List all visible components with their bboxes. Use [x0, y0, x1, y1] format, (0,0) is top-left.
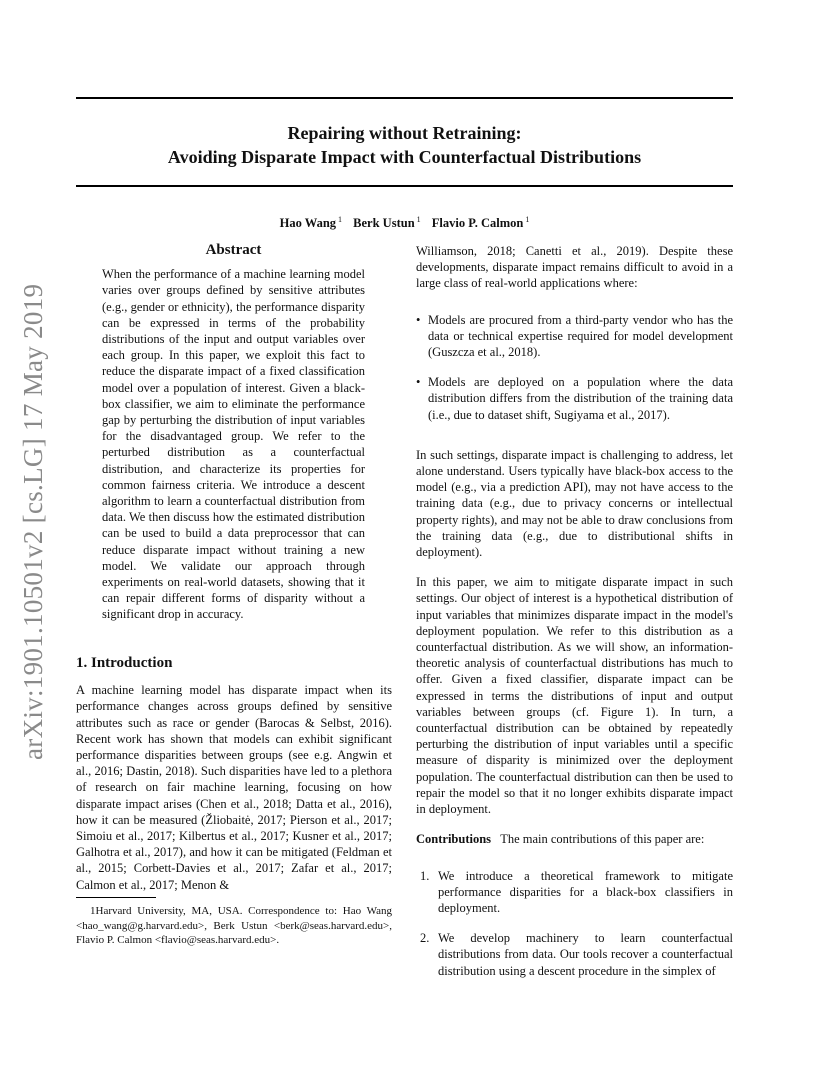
- contribution-item: [416, 930, 733, 979]
- abstract-heading: Abstract: [205, 242, 262, 258]
- introduction-heading: 1. Introduction: [76, 655, 173, 671]
- paper-title: [76, 121, 733, 169]
- contribution-text: We introduce a theoretical framework to mitigate performance disparities for a black-box classifiers in deployment.: [438, 868, 733, 915]
- contribution-item: [416, 868, 733, 917]
- contributions-label: Contributions: [416, 832, 492, 847]
- settings-paragraph: In such settings, disparate impact is challenging to address, let alone understand. Users typically have black-box access to the model (e.g., via a prediction API), may not have access to the training data (e.g., due to privacy concerns or intellectual property rights), and may not be able to draw conclusions from the training data (e.g., due to distributional shifts in deployment).: [416, 447, 733, 560]
- bullet-item: • Models are procured from a third-party vendor who has the data or technical expertise required for model development (Guszcza et al., 2018).: [416, 312, 733, 361]
- title-line-2: Avoiding Disparate Impact with Counterfactual Distributions: [167, 147, 642, 167]
- author-list: [76, 215, 733, 231]
- right-column: [416, 243, 733, 979]
- author: Berk Ustun $^1$: [353, 215, 421, 231]
- contributions-text: The main contributions of this paper are:: [500, 832, 705, 847]
- approach-paragraph: In this paper, we aim to mitigate disparate impact in such settings. Our object of interest is a hypothetical distribution of input variables that minimizes disparate impact in the model's deployment population. We refer to this distribution as a counterfactual distribution. As we will show, an information-theoretic analysis of counterfactual distributions has much to offer. Given a fixed classifier, disparate impact can be expressed in terms the distributions of input and output variables between groups (cf. Figure 1). In turn, a counterfactual distribution can be obtained by repeatedly perturbing the distribution of input variables until a specific measure of disparity is minimized over the deployment population. The counterfactual distribution can then be used to repair the model so that it no longer exhibits disparate impact in deployment.: [416, 575, 733, 817]
- title-line-1: Repairing without Retraining:: [287, 123, 522, 143]
- author: Flavio P. Calmon $^1$: [431, 215, 530, 231]
- arxiv-stamp: arXiv:1901.10501v2 [cs.LG] 17 May 2019: [18, 283, 48, 760]
- title-bottom-rule: [76, 185, 733, 187]
- abstract-block: [102, 242, 365, 623]
- contribution-text: We develop machinery to learn counterfactual distributions from data. Our tools recover a counterfactual distribution using a descent procedure in the simplex of: [438, 931, 733, 978]
- author: Hao Wang $^1$: [279, 215, 343, 231]
- introduction-block: [76, 655, 392, 893]
- contributions-list: [416, 868, 733, 979]
- right-paragraph-continued: Williamson, 2018; Canetti et al., 2019). Despite these developments, disparate impact remains difficult to avoid in a large class of real-world applications where:: [416, 244, 733, 291]
- bullet-item: • Models are deployed on a population where the data distribution differs from the distribution of the training data (i.e., due to dataset shift, Sugiyama et al., 2017).: [416, 374, 733, 423]
- contribution-number: 2.: [420, 931, 430, 946]
- abstract-text: When the performance of a machine learning model varies over groups defined by sensitive attributes (e.g., gender or ethnicity), the performance disparity can be expressed in terms of the probability distributions of the input and output variables over each group. In this paper, we exploit this fact to reduce the disparate impact of a fixed classification model over a population of interest. Given a black-box classifier, we aim to eliminate the performance gap by perturbing the distribution of input variables for the disadvantaged group. We refer to the perturbed distribution as a counterfactual distribution, and characterize its properties for common fairness criteria. We introduce a descent algorithm to learn a counterfactual distribution from data. We then discuss how the estimated distribution can be used to build a data preprocessor that can reduce disparate impact without training a new model. We validate our approach through experiments on real-world datasets, showing that it can repair different forms of disparity without a significant drop in accuracy.: [102, 267, 365, 622]
- introduction-paragraph: A machine learning model has disparate impact when its performance changes across groups defined by sensitive attributes such as race or gender (Barocas & Selbst, 2016). Recent work has shown that models can exhibit significant performance disparities between groups (see e.g. Angwin et al., 2016; Dastin, 2018). Such disparities have led to a plethora of research on fair machine learning, focusing on how disparate impact arises (Chen et al., 2018; Datta et al., 2016), how it can be measured (Žliobaitė, 2017; Pierson et al., 2017; Simoiu et al., 2017; Kilbertus et al., 2017; Kusner et al., 2017; Galhotra et al., 2017), and how it can be mitigated (Feldman et al., 2015; Corbett-Davies et al., 2017; Zafar et al., 2017; Calmon et al., 2017; Menon &: [76, 683, 392, 892]
- footnote-rule: [76, 897, 156, 898]
- contribution-number: 1.: [420, 868, 430, 883]
- top-rule: [76, 97, 733, 99]
- footnote-block: [76, 897, 392, 948]
- footnote-text: 1Harvard University, MA, USA. Correspondence to: Hao Wang <hao_wang@g.harvard.edu>, Berk Ustun <berk@seas.harvard.edu>, Flavio P. Calmon <flavio@seas.harvard.edu>.: [76, 905, 392, 946]
- contributions-paragraph: [416, 831, 733, 847]
- bullet-list: [416, 312, 733, 423]
